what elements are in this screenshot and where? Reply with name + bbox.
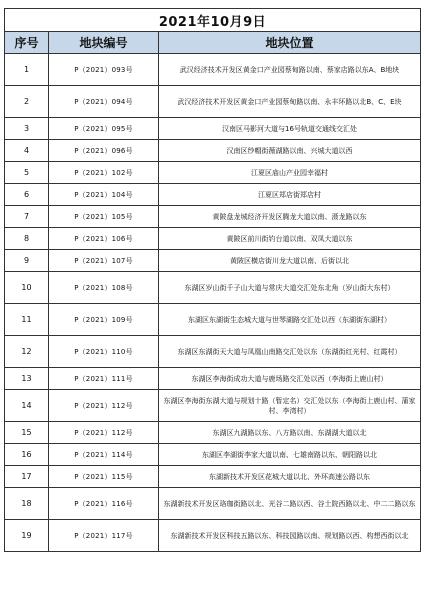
table-row (5, 86, 421, 118)
row-number: 16 (5, 444, 49, 466)
parcel-location: 黄陂区前川街钓台道以南、双凤大道以东 (159, 228, 421, 250)
row-number: 17 (5, 466, 49, 488)
table-body (5, 54, 421, 552)
row-number: 3 (5, 118, 49, 140)
parcel-code: P（2021）102号 (49, 162, 159, 184)
table-row (5, 162, 421, 184)
parcel-code: P（2021）112号 (49, 390, 159, 422)
parcel-location: 东湖区李湖街李家大道以南、七雄南路以东、朝阳路以北 (159, 444, 421, 466)
land-parcel-table (4, 8, 421, 552)
table-row (5, 422, 421, 444)
row-number: 10 (5, 272, 49, 304)
table-row (5, 304, 421, 336)
parcel-code: P（2021）106号 (49, 228, 159, 250)
parcel-location: 武汉经济技术开发区黄金口产业园蔡甸路以南、永丰环路以北B、C、E块 (159, 86, 421, 118)
row-number: 13 (5, 368, 49, 390)
parcel-code: P（2021）111号 (49, 368, 159, 390)
table-row (5, 272, 421, 304)
row-number: 2 (5, 86, 49, 118)
table-row (5, 466, 421, 488)
header-code: 地块编号 (49, 32, 159, 54)
table-row (5, 140, 421, 162)
table-row (5, 336, 421, 368)
table-row (5, 54, 421, 86)
parcel-code: P（2021）114号 (49, 444, 159, 466)
header-no: 序号 (5, 32, 49, 54)
parcel-location: 汉南区马影河大道与16号轨道交通线交汇处 (159, 118, 421, 140)
parcel-code: P（2021）104号 (49, 184, 159, 206)
parcel-location: 东湖区东湖街天大道与凤凰山南路交汇处以东（东湖街红光村、红霞村） (159, 336, 421, 368)
parcel-location: 江夏区郑店街郑店村 (159, 184, 421, 206)
parcel-location: 东湖新技术开发区珞珈街路以北、光谷二路以西、谷土院西路以北、中二二路以东 (159, 488, 421, 520)
row-number: 4 (5, 140, 49, 162)
row-number: 6 (5, 184, 49, 206)
parcel-code: P（2021）105号 (49, 206, 159, 228)
parcel-location: 东湖区李海街东湖大道与规划十路（暂定名）交汇处以东（李海街上鹿山村、蒲家村、李湾村） (159, 390, 421, 422)
row-number: 5 (5, 162, 49, 184)
parcel-location: 东湖区李海街成功大道与鹿场路交汇处以西（李海街上鹿山村） (159, 368, 421, 390)
parcel-code: P（2021）116号 (49, 488, 159, 520)
parcel-location: 汉南区纱帽街薇湖路以南、兴城大道以西 (159, 140, 421, 162)
row-number: 18 (5, 488, 49, 520)
row-number: 19 (5, 520, 49, 552)
table-row (5, 488, 421, 520)
parcel-code: P（2021）094号 (49, 86, 159, 118)
parcel-location: 东湖新技术开发区科技五路以东、科技园路以南、规划路以西、构想西街以北 (159, 520, 421, 552)
table-title: 2021年10月9日 (5, 9, 421, 32)
row-number: 12 (5, 336, 49, 368)
parcel-location: 东湖新技术开发区花城大道以北、外环高速公路以东 (159, 466, 421, 488)
parcel-code: P（2021）115号 (49, 466, 159, 488)
table-row (5, 184, 421, 206)
parcel-location: 江夏区庙山产业园幸福村 (159, 162, 421, 184)
table-row (5, 250, 421, 272)
table-row (5, 228, 421, 250)
parcel-code: P（2021）095号 (49, 118, 159, 140)
table-row (5, 206, 421, 228)
parcel-code: P（2021）096号 (49, 140, 159, 162)
table-row (5, 368, 421, 390)
parcel-code: P（2021）108号 (49, 272, 159, 304)
row-number: 1 (5, 54, 49, 86)
parcel-code: P（2021）109号 (49, 304, 159, 336)
table-row (5, 520, 421, 552)
row-number: 14 (5, 390, 49, 422)
table-row (5, 444, 421, 466)
table-row (5, 390, 421, 422)
parcel-location: 武汉经济技术开发区黄金口产业园蔡甸路以南、蔡家店路以东A、B地块 (159, 54, 421, 86)
row-number: 15 (5, 422, 49, 444)
parcel-location: 黄陂区横店街川龙大道以南、后街以北 (159, 250, 421, 272)
row-number: 7 (5, 206, 49, 228)
parcel-code: P（2021）117号 (49, 520, 159, 552)
table-row (5, 118, 421, 140)
parcel-code: P（2021）110号 (49, 336, 159, 368)
parcel-location: 东湖区九湖路以东、八方路以南、东湖湖大道以北 (159, 422, 421, 444)
header-location: 地块位置 (159, 32, 421, 54)
parcel-location: 黄陂盘龙城经济开发区腾龙大道以南、滠龙路以东 (159, 206, 421, 228)
parcel-code: P（2021）112号 (49, 422, 159, 444)
row-number: 8 (5, 228, 49, 250)
parcel-code: P（2021）107号 (49, 250, 159, 272)
row-number: 11 (5, 304, 49, 336)
row-number: 9 (5, 250, 49, 272)
parcel-code: P（2021）093号 (49, 54, 159, 86)
parcel-location: 东湖区岁山街千子山大道与常庆大道交汇处东北角（岁山街大东村） (159, 272, 421, 304)
parcel-location: 东湖区东湖街生态城大道与世琴湖路交汇处以西（东湖街东湖村） (159, 304, 421, 336)
